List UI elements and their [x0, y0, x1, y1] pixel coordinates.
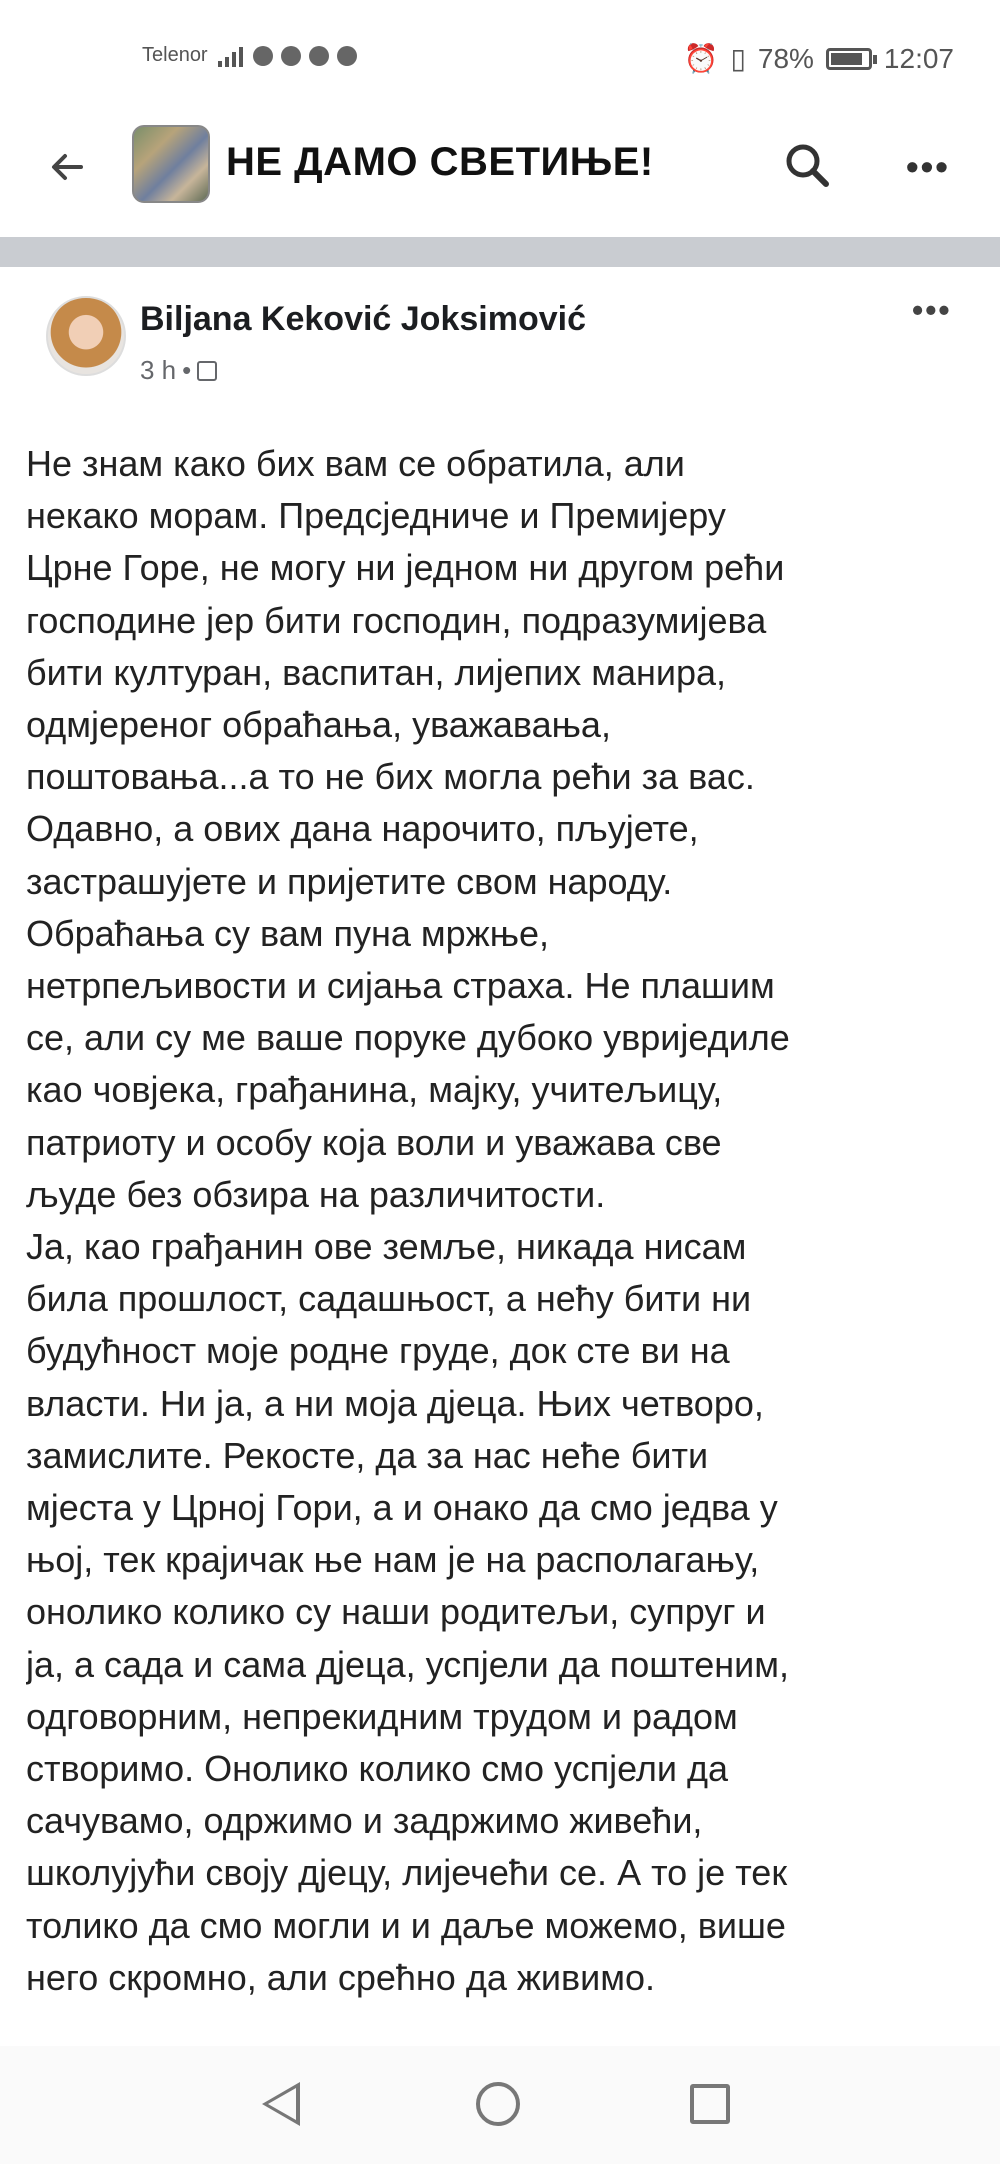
author-avatar[interactable] — [46, 296, 126, 376]
post-text-line: будућност моје родне груде, док сте ви на — [26, 1330, 730, 1372]
post-text-line: него скромно, али срећно да живимо. — [26, 1956, 656, 1998]
post-text-line: сачувамо, одржимо и задржимо живећи, — [26, 1800, 703, 1842]
meta-separator: • — [182, 355, 192, 385]
group-title[interactable]: НЕ ДАМО СВЕТИЊЕ! — [226, 140, 654, 184]
post-text-line: власти. Ни ја, а ни моја дјеца. Њих четворо, — [26, 1382, 764, 1424]
post-text-line: толико да смо могли и и даље можемо, више — [26, 1904, 786, 1946]
alarm-icon: ⏰ — [683, 43, 719, 74]
more-horizontal-icon[interactable]: ••• — [906, 146, 950, 187]
post-text-line: Не знам како бих вам се обратила, али — [26, 443, 685, 484]
circle-home-icon[interactable] — [476, 2082, 520, 2126]
facebook-icon — [309, 46, 329, 66]
post-text-line: школујући своју дјецу, лијечећи се. А то је тек — [26, 1852, 788, 1894]
arrow-left-icon[interactable] — [42, 142, 92, 192]
viber-icon — [337, 46, 357, 66]
post-text-line: Одавно, а ових дана нарочито, пљујете, — [26, 808, 699, 850]
post-text-line: онолико колико су наши родитељи, супруг и — [26, 1591, 766, 1633]
post-text-line: бити културан, васпитан, лијепих манира, — [26, 651, 726, 693]
messenger-icon — [281, 46, 301, 66]
carrier-label: Telenor — [142, 44, 208, 66]
post-text-line: нетрпељивости и сијања страха. Не плашим — [26, 965, 775, 1007]
post-text-line: одмјереног обраћања, уважавања, — [26, 704, 611, 746]
post-text-line: застрашујете и пријетите свом народу. — [26, 860, 673, 902]
post-more-icon[interactable]: ••• — [912, 292, 952, 328]
post-text-line: Ја, као грађанин ове земље, никада нисам — [26, 1226, 747, 1268]
post-time[interactable]: 3 h — [140, 355, 177, 385]
post-text-line: замислите. Рекосте, да за нас неће бити — [26, 1434, 709, 1476]
app-bar — [0, 120, 1000, 220]
notification-icons — [253, 46, 357, 66]
post-text-line: створимо. Онолико колико смо успјели да — [26, 1748, 729, 1790]
status-bar — [0, 0, 1000, 120]
post-text-line: патриоту и особу која воли и уважава све — [26, 1121, 722, 1163]
post-text-line: као човјека, грађанина, мајку, учитељицу, — [26, 1069, 723, 1111]
status-left — [142, 44, 357, 67]
square-recents-icon[interactable] — [690, 2084, 730, 2124]
post-text-line: се, али су ме ваше поруке дубоко увриједиле — [26, 1017, 790, 1059]
post-text-line: поштовања...а то не бих могла рећи за вас. — [26, 756, 755, 798]
post-author[interactable]: Biljana Keković Joksimović — [140, 300, 586, 338]
post-text-line: била прошлост, садашњост, а нећу бити ни — [26, 1278, 752, 1320]
vibrate-icon: ▯ — [730, 43, 746, 74]
status-right — [684, 42, 954, 75]
post-text-line: људе без обзира на различитости. — [26, 1173, 606, 1215]
search-icon[interactable] — [780, 138, 836, 194]
system-nav-bar — [0, 2046, 1000, 2164]
post-meta — [140, 355, 217, 386]
triangle-back-icon-inner — [268, 2088, 296, 2120]
wifi-icon — [253, 46, 273, 66]
battery-icon — [826, 48, 872, 70]
post-text-line: Црне Горе, не могу ни једном ни другом рећи — [26, 547, 785, 589]
clock: 12:07 — [883, 42, 954, 74]
post-text-line: некако морам. Предсједниче и Премијеру — [26, 495, 726, 537]
signal-icon — [218, 45, 243, 67]
section-divider — [0, 237, 1000, 267]
post-text-line: ја, а сада и сама дјеца, успјели да поштеним, — [26, 1643, 789, 1685]
post-text-line: господине јер бити господин, подразумијева — [26, 599, 767, 641]
post-text-line: мјеста у Црној Гори, а и онако да смо једва у — [26, 1487, 778, 1529]
audience-icon — [197, 361, 217, 381]
group-avatar[interactable] — [132, 125, 210, 203]
post-body — [26, 438, 986, 2046]
post-text-line: њој, тек крајичак ње нам је на располагању, — [26, 1539, 760, 1581]
post-text-line: Обраћања су вам пуна мржње, — [26, 912, 550, 954]
battery-percent: 78% — [757, 42, 814, 74]
post-text-line: одговорним, непрекидним трудом и радом — [26, 1695, 738, 1737]
